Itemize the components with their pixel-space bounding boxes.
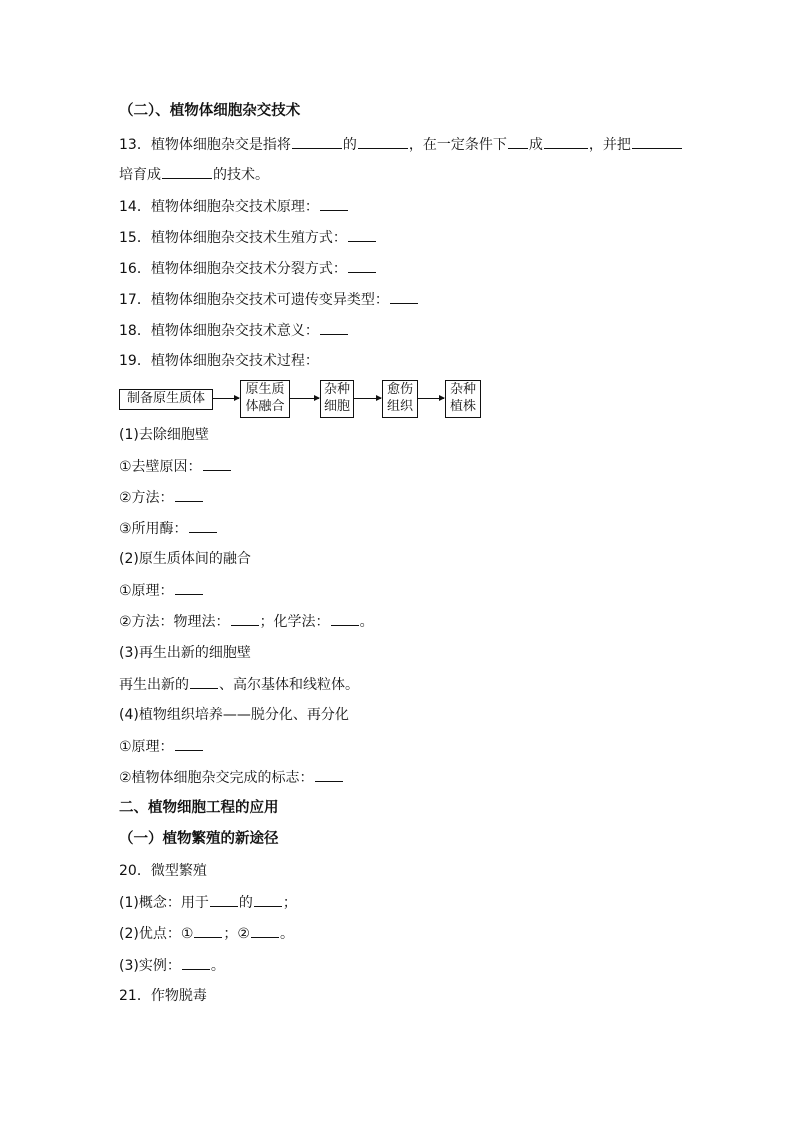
flow-step-callus: 愈伤 组织 <box>382 380 418 418</box>
blank <box>348 258 376 273</box>
arrow-icon <box>353 398 381 399</box>
blank <box>390 289 418 304</box>
question-16: 16．植物体细胞杂交技术分裂方式： <box>119 258 377 279</box>
step1-item-b: ②方法： <box>119 487 204 508</box>
blank <box>210 892 238 907</box>
question-13-line2: 培育成 的技术。 <box>119 164 269 185</box>
blank <box>203 456 231 471</box>
arrow-icon <box>417 398 444 399</box>
question-21-title: 21．作物脱毒 <box>119 988 207 1004</box>
question-17: 17．植物体细胞杂交技术可遗传变异类型： <box>119 289 419 310</box>
question-18: 18．植物体细胞杂交技术意义： <box>119 320 349 341</box>
blank <box>189 518 217 533</box>
blank <box>182 955 210 970</box>
step3-item-a: 再生出新的 、高尔基体和线粒体。 <box>119 674 359 695</box>
blank <box>544 134 588 149</box>
blank <box>632 134 682 149</box>
step4-item-a: ①原理： <box>119 736 204 757</box>
flow-step-prepare-protoplast: 制备原生质体 <box>119 389 213 410</box>
blank <box>331 611 359 626</box>
step2-item-b: ②方法：物理法： ；化学法： 。 <box>119 611 374 632</box>
flow-step-hybrid-cell: 杂种 细胞 <box>320 380 354 418</box>
step1-item-c: ③所用酶： <box>119 518 218 539</box>
question-13-line1: 13．植物体细胞杂交是指将 的 ，在一定条件下 成 ，并把 <box>119 134 683 155</box>
blank <box>358 134 408 149</box>
question-15: 15．植物体细胞杂交技术生殖方式： <box>119 227 377 248</box>
part2-title: 二、植物细胞工程的应用 <box>119 800 279 816</box>
blank <box>254 892 282 907</box>
blank <box>190 674 218 689</box>
question-20-title: 20．微型繁殖 <box>119 863 207 879</box>
blank <box>194 923 222 938</box>
part2-subtitle: （一）植物繁殖的新途径 <box>119 831 279 847</box>
step3-title: (3)再生出新的细胞壁 <box>119 645 251 661</box>
blank <box>251 923 279 938</box>
step1-item-a: ①去壁原因： <box>119 456 232 477</box>
question-14: 14．植物体细胞杂交技术原理： <box>119 196 349 217</box>
question-19: 19．植物体细胞杂交技术过程： <box>119 353 319 369</box>
blank <box>508 134 528 149</box>
question-20-concept: (1)概念：用于 的 ； <box>119 892 297 913</box>
blank <box>175 580 203 595</box>
step1-title: (1)去除细胞壁 <box>119 427 209 443</box>
blank <box>315 767 343 782</box>
arrow-icon <box>212 398 239 399</box>
blank <box>320 196 348 211</box>
step4-item-b: ②植物体细胞杂交完成的标志： <box>119 767 344 788</box>
question-20-advantages: (2)优点：① ；② 。 <box>119 923 294 944</box>
step4-title: (4)植物组织培养——脱分化、再分化 <box>119 707 349 723</box>
blank <box>231 611 259 626</box>
step2-item-a: ①原理： <box>119 580 204 601</box>
blank <box>320 320 348 335</box>
question-20-example: (3)实例： 。 <box>119 955 225 976</box>
blank <box>175 487 203 502</box>
blank <box>348 227 376 242</box>
flow-step-protoplast-fusion: 原生质 体融合 <box>240 380 290 418</box>
blank <box>162 164 212 179</box>
section-title: （二）、植物体细胞杂交技术 <box>119 103 301 119</box>
blank <box>175 736 203 751</box>
arrow-icon <box>289 398 319 399</box>
process-flowchart <box>119 380 489 418</box>
flow-step-hybrid-plant: 杂种 植株 <box>445 380 481 418</box>
step2-title: (2)原生质体间的融合 <box>119 551 251 567</box>
blank <box>292 134 342 149</box>
